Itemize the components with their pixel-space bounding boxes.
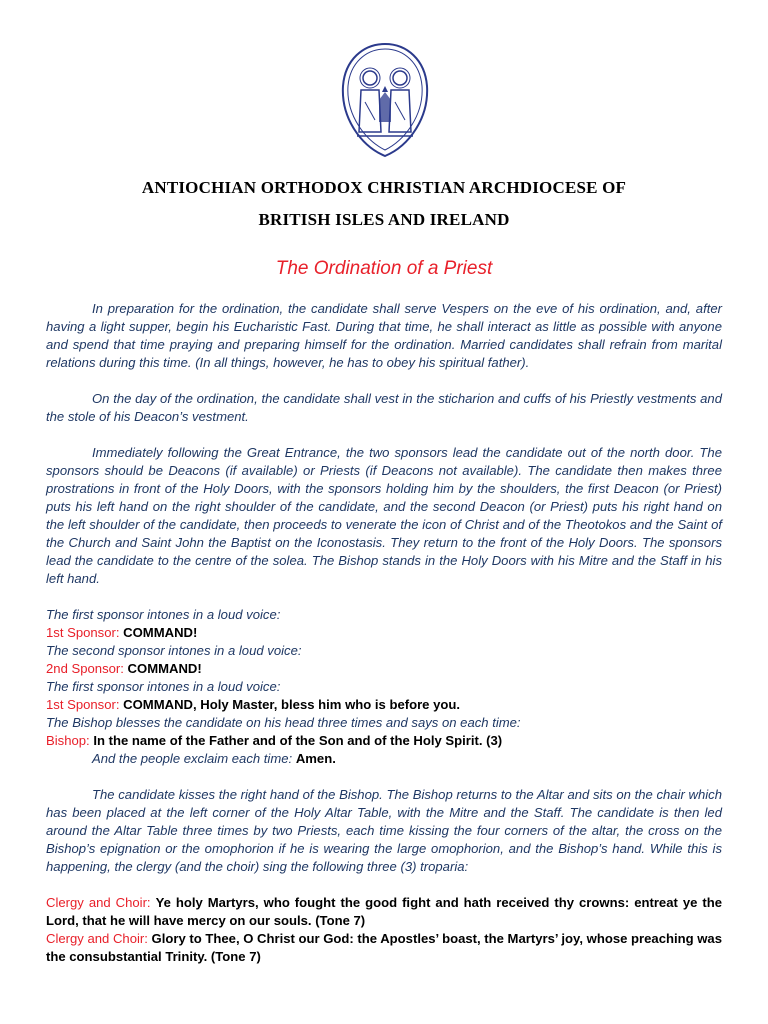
spoken-text: COMMAND, Holy Master, bless him who is before you. <box>123 697 461 712</box>
troparion-text: Glory to Thee, O Christ our God: the Apostles’ boast, the Martyrs’ joy, whose preaching was the consubstantial Trinity. (Tone 7) <box>46 931 722 964</box>
rubric-line: The first sponsor intones in a loud voice: <box>46 679 281 694</box>
rubric-line: The second sponsor intones in a loud voice: <box>46 643 302 658</box>
dialogue-line <box>46 750 722 768</box>
rubric-line: The Bishop blesses the candidate on his head three times and says on each time: <box>46 715 521 730</box>
speaker-label: 1st Sponsor: <box>46 625 120 640</box>
document-body <box>46 300 722 966</box>
rubric-inline: And the people exclaim each time: <box>92 751 293 766</box>
dialogue-line <box>46 660 722 678</box>
spoken-text: In the name of the Father and of the Son and of the Holy Spirit. (3) <box>93 733 503 748</box>
rubric-line: The first sponsor intones in a loud voice: <box>46 607 281 622</box>
speaker-label: 1st Sponsor: <box>46 697 120 712</box>
spoken-text: COMMAND! <box>123 625 198 640</box>
troparion-line <box>46 930 722 966</box>
spoken-text: COMMAND! <box>127 661 202 676</box>
paragraph-preparation: In preparation for the ordination, the candidate shall serve Vespers on the eve of his ordination, and, after having a light supper, begin his Eucharistic Fast. During that time, he shall interact as little as possible with anyone and spend that time praying and preparing himself for the ordination. Married candidates shall refrain from marital relations during this time. (In all things, however, he has to obey his spiritual father). <box>46 301 722 370</box>
troparion-line <box>46 894 722 930</box>
document-title: The Ordination of a Priest <box>275 258 493 279</box>
troparion-text: Ye holy Martyrs, who fought the good fight and hath received thy crowns: entreat ye the Lord, that he will have mercy on our souls. (Tone 7) <box>46 895 723 928</box>
archdiocese-seal-icon <box>337 40 433 160</box>
archdiocese-name-line-2: BRITISH ISLES AND IRELAND <box>258 210 510 229</box>
speaker-label: Bishop: <box>46 733 90 748</box>
speaker-label: 2nd Sponsor: <box>46 661 124 676</box>
spoken-text: Amen. <box>295 751 336 766</box>
dialogue-line <box>46 732 722 750</box>
speaker-label: Clergy and Choir: <box>46 895 151 910</box>
paragraph-vesting: On the day of the ordination, the candidate shall vest in the sticharion and cuffs of his Priestly vestments and the stole of his Deacon’s vestment. <box>46 391 722 424</box>
archdiocese-name-line-1: ANTIOCHIAN ORTHODOX CHRISTIAN ARCHDIOCESE OF <box>141 178 627 197</box>
speaker-label: Clergy and Choir: <box>46 931 148 946</box>
paragraph-altar-procession: The candidate kisses the right hand of the Bishop. The Bishop returns to the Altar and sits on the chair which has been placed at the left corner of the Holy Altar Table, with the Mitre and the Staff. The candidate is then led around the Altar Table three times by two Priests, each time kissing the four corners of the altar, the cross on the Bishop’s epignation or the omophorion if he is wearing the large omophorion, and the Bishop’s hand. While this is happening, the clergy (and the choir) sing the following three (3) troparia: <box>46 787 722 874</box>
dialogue-line <box>46 624 722 642</box>
paragraph-great-entrance: Immediately following the Great Entrance, the two sponsors lead the candidate out of the north door. The sponsors should be Deacons (if available) or Priests (if Deacons not available). The candidate then makes three prostrations in front of the Holy Doors, with the sponsors holding him by the shoulders, the first Deacon (or Priest) puts his left hand on the right shoulder of the candidate, and the second Deacon (or Priest) puts his right hand on the left shoulder of the candidate, then proceeds to venerate the icon of Christ and of the Theotokos and the Saint of the Church and Saint John the Baptist on the Iconostasis. They return to the front of the Holy Doors. The sponsors lead the candidate to the centre of the solea. The Bishop stands in the Holy Doors with his Mitre and the Staff in his left hand. <box>46 445 722 586</box>
dialogue-line <box>46 696 722 714</box>
